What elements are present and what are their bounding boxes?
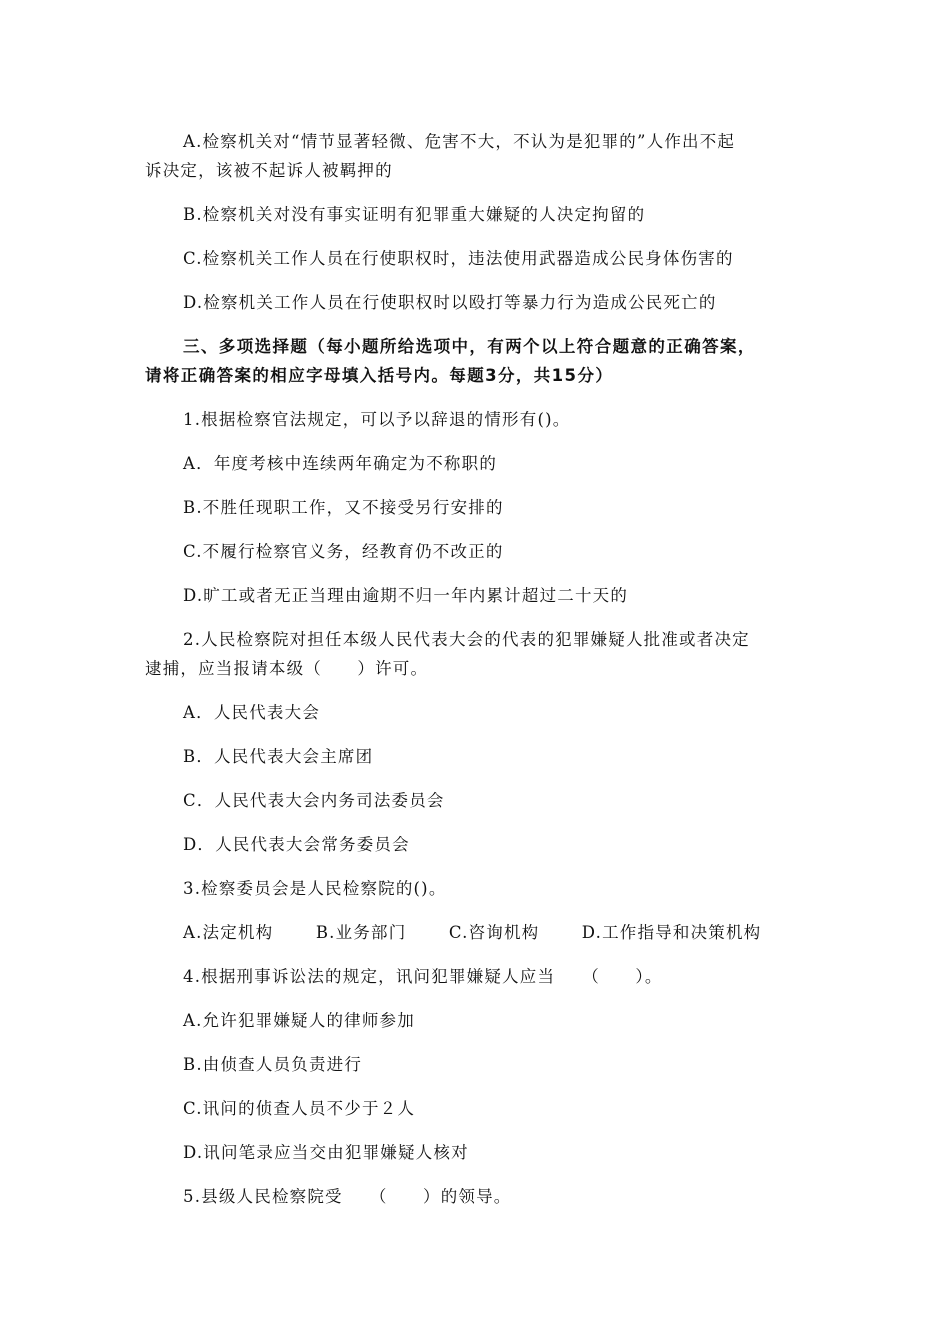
- prev-option-d: D.检察机关工作人员在行使职权时以殴打等暴力行为造成公民死亡的: [183, 293, 717, 312]
- question-4-option-a: A.允许犯罪嫌疑人的律师参加: [183, 1011, 415, 1030]
- section-heading-line2: 请将正确答案的相应字母填入括号内。每题3分，共15分）: [145, 366, 614, 385]
- question-1-option-a: A．年度考核中连续两年确定为不称职的: [183, 454, 498, 473]
- question-3-option-d: D.工作指导和决策机构: [581, 923, 762, 942]
- question-4-option-b: B.由侦查人员负责进行: [183, 1055, 363, 1074]
- question-4-option-c: C.讯问的侦查人员不少于２人: [183, 1099, 416, 1118]
- question-3-option-b: B.业务部门: [315, 923, 407, 942]
- question-2-option-b: B．人民代表大会主席团: [183, 747, 374, 766]
- question-4-option-d: D.讯问笔录应当交由犯罪嫌疑人核对: [183, 1143, 469, 1162]
- question-2-stem-line1: 2.人民检察院对担任本级人民代表大会的代表的犯罪嫌疑人批准或者决定: [183, 630, 750, 649]
- prev-option-c: C.检察机关工作人员在行使职权时，违法使用武器造成公民身体伤害的: [183, 249, 734, 268]
- question-3-option-c: C.咨询机构: [448, 923, 540, 942]
- prev-option-a-line2: 诉决定，该被不起诉人被羁押的: [145, 161, 393, 180]
- question-3-option-a: A.法定机构: [183, 923, 274, 942]
- question-3-stem: 3.检察委员会是人民检察院的()。: [183, 879, 447, 898]
- question-2-stem-line2: 逮捕，应当报请本级（ ）许可。: [145, 659, 429, 678]
- question-2-option-d: D．人民代表大会常务委员会: [183, 835, 410, 854]
- question-2-option-c: C．人民代表大会内务司法委员会: [183, 791, 445, 810]
- question-1-stem: 1.根据检察官法规定，可以予以辞退的情形有()。: [183, 410, 571, 429]
- question-2-option-a: A．人民代表大会: [183, 703, 321, 722]
- prev-option-a-line1: A.检察机关对“情节显著轻微、危害不大，不认为是犯罪的”人作出不起: [183, 132, 736, 151]
- question-1-option-b: B.不胜任现职工作，又不接受另行安排的: [183, 498, 504, 517]
- question-1-option-c: C.不履行检察官义务，经教育仍不改正的: [183, 542, 504, 561]
- question-4-stem: 4.根据刑事诉讼法的规定，讯问犯罪嫌疑人应当 （ ）。: [183, 967, 663, 986]
- prev-option-b: B.检察机关对没有事实证明有犯罪重大嫌疑的人决定拘留的: [183, 205, 646, 224]
- question-1-option-d: D.旷工或者无正当理由逾期不归一年内累计超过二十天的: [183, 586, 629, 605]
- question-5-stem: 5.县级人民检察院受 （ ）的领导。: [183, 1187, 512, 1206]
- section-heading-line1: 三、多项选择题（每小题所给选项中，有两个以上符合题意的正确答案，: [183, 337, 756, 356]
- question-3-options-row: [183, 919, 797, 943]
